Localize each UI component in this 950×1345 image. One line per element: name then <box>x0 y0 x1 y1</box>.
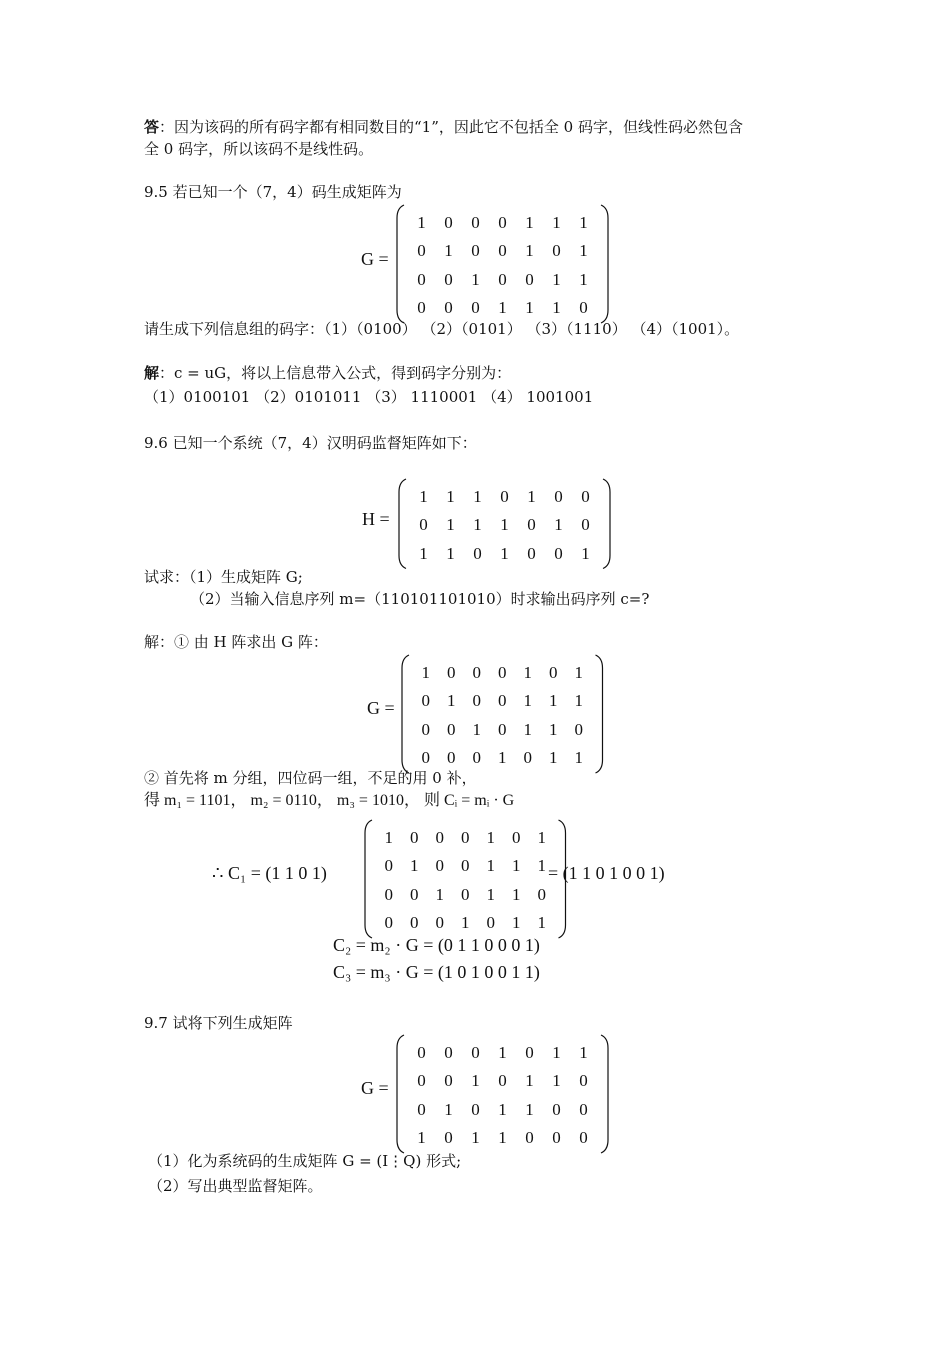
q95-solution-label: 解 <box>144 364 160 382</box>
matrix-entry: 1 <box>525 1071 534 1091</box>
matrix-entry: 0 <box>410 884 419 904</box>
matrix-entry: 0 <box>486 913 495 933</box>
matrix-entry: 0 <box>472 662 481 682</box>
q96-title: 9.6 已知一个系统（7，4）汉明码监督矩阵如下： <box>144 434 477 452</box>
matrix-entry: 1 <box>446 515 455 535</box>
matrix-entry: 0 <box>498 662 507 682</box>
matrix-entry: 0 <box>471 1099 480 1119</box>
matrix-entry: 0 <box>579 1128 588 1148</box>
matrix-entry: 0 <box>527 515 536 535</box>
matrix-entry: 0 <box>527 543 536 563</box>
matrix-entry: 1 <box>579 212 588 232</box>
q96-c1-result: = (1 1 0 1 0 0 1) <box>548 863 665 883</box>
matrix-entry: 1 <box>419 486 428 506</box>
matrix-entry: 1 <box>574 691 583 711</box>
matrix-entry: 0 <box>417 1042 426 1062</box>
matrix-entry: 0 <box>410 913 419 933</box>
q96-c1-prefix: ∴ C₁ = (1 1 0 1) <box>212 863 327 883</box>
matrix-entry: 0 <box>574 719 583 739</box>
matrix-entry: 0 <box>525 269 534 289</box>
matrix-entry: 0 <box>554 543 563 563</box>
matrix-entry: 0 <box>444 298 453 318</box>
matrix-entry: 0 <box>447 748 456 768</box>
matrix-entry: 1 <box>512 913 521 933</box>
matrix-entry: 1 <box>419 543 428 563</box>
matrix-entry: 0 <box>410 827 419 847</box>
q95-title: 9.5 若已知一个（7，4）码生成矩阵为 <box>144 183 402 201</box>
matrix-entry: 0 <box>444 1042 453 1062</box>
matrix-entry: 0 <box>447 662 456 682</box>
matrix-entry: 0 <box>384 884 393 904</box>
matrix-entry: 0 <box>417 269 426 289</box>
matrix-entry: 1 <box>552 1071 561 1091</box>
matrix-entry: 1 <box>498 748 507 768</box>
q96-g-label: G = <box>367 698 395 718</box>
matrix-entry: 0 <box>512 827 521 847</box>
matrix-entry: 0 <box>581 486 590 506</box>
matrix-entry: 0 <box>525 1042 534 1062</box>
matrix-entry: 0 <box>473 543 482 563</box>
q96-c2: C₂ = m₂ · G = (0 1 1 0 0 0 1) <box>333 935 540 955</box>
matrix-entry: 1 <box>486 884 495 904</box>
q96-c3: C₃ = m₃ · G = (1 0 1 0 0 1 1) <box>333 962 540 982</box>
matrix-entry: 1 <box>537 913 546 933</box>
matrix-entry: 1 <box>471 269 480 289</box>
matrix-entry: 0 <box>472 691 481 711</box>
matrix-entry: 1 <box>537 856 546 876</box>
answer-label: 答 <box>144 118 160 136</box>
matrix-entry: 0 <box>417 241 426 261</box>
matrix-entry: 0 <box>444 1128 453 1148</box>
matrix-entry: 1 <box>486 856 495 876</box>
matrix-entry: 1 <box>498 1099 507 1119</box>
matrix-entry: 1 <box>579 269 588 289</box>
matrix-entry: 0 <box>471 212 480 232</box>
matrix-entry: 0 <box>525 1128 534 1148</box>
matrix-entry: 0 <box>552 1099 561 1119</box>
q96-solution-2: ② 首先将 m 分组，四位码一组，不足的用 0 补， <box>144 769 477 787</box>
matrix-entry: 0 <box>537 884 546 904</box>
q97-title: 9.7 试将下列生成矩阵 <box>144 1014 293 1032</box>
matrix-entry: 1 <box>417 1128 426 1148</box>
matrix-entry: 1 <box>446 486 455 506</box>
q96-ask-1: 试求：（1）生成矩阵 G; <box>144 568 303 586</box>
matrix-entry: 1 <box>525 298 534 318</box>
matrix-entry: 1 <box>549 748 558 768</box>
matrix-entry: 0 <box>498 691 507 711</box>
matrix-entry: 0 <box>498 269 507 289</box>
q97-task-2: （2）写出典型监督矩阵。 <box>148 1177 323 1195</box>
q97-task-1: （1）化为系统码的生成矩阵 G = (I⋮Q) 形式; <box>148 1152 462 1170</box>
matrix-entry: 0 <box>498 212 507 232</box>
matrix-entry: 0 <box>417 1071 426 1091</box>
matrix-entry: 1 <box>498 298 507 318</box>
q95-solution-formula: ：c = uG，将以上信息带入公式，得到码字分别为： <box>159 364 512 382</box>
q95-matrix-label: G = <box>361 249 389 269</box>
answer-line-1: ：因为该码的所有码字都有相同数目的“1”，因此它不包括全 0 码字，但线性码必然包含 <box>159 118 743 136</box>
matrix-entry: 0 <box>384 913 393 933</box>
matrix-entry: 1 <box>500 543 509 563</box>
matrix-entry: 1 <box>473 515 482 535</box>
matrix-entry: 1 <box>579 241 588 261</box>
matrix-entry: 0 <box>472 748 481 768</box>
q96-generator-matrix <box>401 654 604 774</box>
q97-generator-matrix <box>396 1034 609 1154</box>
matrix-entry: 1 <box>537 827 546 847</box>
matrix-entry: 1 <box>549 719 558 739</box>
matrix-entry: 0 <box>417 298 426 318</box>
matrix-entry: 0 <box>444 212 453 232</box>
matrix-entry: 0 <box>447 719 456 739</box>
matrix-entry: 1 <box>471 1128 480 1148</box>
matrix-entry: 1 <box>444 241 453 261</box>
matrix-entry: 1 <box>552 1042 561 1062</box>
matrix-entry: 1 <box>410 856 419 876</box>
q96-solution-1: 解：① 由 H 阵求出 G 阵： <box>144 633 328 651</box>
matrix-entry: 1 <box>471 1071 480 1091</box>
matrix-entry: 1 <box>527 486 536 506</box>
matrix-entry: 0 <box>421 719 430 739</box>
matrix-entry: 1 <box>500 515 509 535</box>
matrix-entry: 1 <box>554 515 563 535</box>
matrix-entry: 1 <box>417 212 426 232</box>
matrix-entry: 0 <box>461 884 470 904</box>
matrix-entry: 1 <box>552 298 561 318</box>
matrix-entry: 0 <box>549 662 558 682</box>
matrix-entry: 0 <box>498 719 507 739</box>
matrix-entry: 1 <box>473 486 482 506</box>
matrix-entry: 0 <box>552 241 561 261</box>
matrix-entry: 0 <box>435 856 444 876</box>
matrix-entry: 1 <box>579 1042 588 1062</box>
matrix-entry: 1 <box>421 662 430 682</box>
matrix-entry: 0 <box>444 269 453 289</box>
matrix-entry: 1 <box>525 212 534 232</box>
q95-generator-matrix <box>396 204 609 324</box>
matrix-entry: 0 <box>579 298 588 318</box>
matrix-entry: 1 <box>549 691 558 711</box>
matrix-entry: 0 <box>554 486 563 506</box>
matrix-entry: 0 <box>417 1099 426 1119</box>
matrix-entry: 0 <box>461 856 470 876</box>
matrix-entry: 1 <box>523 719 532 739</box>
matrix-entry: 1 <box>384 827 393 847</box>
matrix-entry: 0 <box>384 856 393 876</box>
matrix-entry: 0 <box>471 1042 480 1062</box>
matrix-entry: 0 <box>421 691 430 711</box>
matrix-entry: 0 <box>444 1071 453 1091</box>
answer-line-2: 全 0 码字，所以该码不是线性码。 <box>144 140 374 158</box>
matrix-entry: 0 <box>461 827 470 847</box>
matrix-entry: 0 <box>471 298 480 318</box>
matrix-entry: 1 <box>447 691 456 711</box>
matrix-entry: 1 <box>435 884 444 904</box>
matrix-entry: 1 <box>552 212 561 232</box>
matrix-entry: 1 <box>525 241 534 261</box>
q97-g-label: G = <box>361 1078 389 1098</box>
matrix-entry: 0 <box>552 1128 561 1148</box>
matrix-entry: 1 <box>498 1042 507 1062</box>
matrix-entry: 0 <box>419 515 428 535</box>
q96-ask-2: （2）当输入信息序列 m=（110101101010）时求输出码序列 c=? <box>190 590 650 608</box>
matrix-entry: 1 <box>498 1128 507 1148</box>
matrix-entry: 0 <box>435 913 444 933</box>
matrix-entry: 0 <box>500 486 509 506</box>
q95-solution-line <box>144 364 511 382</box>
matrix-entry: 1 <box>523 662 532 682</box>
matrix-entry: 0 <box>471 241 480 261</box>
q96-parity-matrix <box>398 478 611 570</box>
matrix-entry: 1 <box>552 269 561 289</box>
q95-results: （1）0100101 （2）0101011 （3） 1110001 （4） 1001001 <box>144 388 594 406</box>
matrix-entry: 0 <box>498 241 507 261</box>
matrix-entry: 0 <box>579 1099 588 1119</box>
matrix-entry: 1 <box>525 1099 534 1119</box>
matrix-entry: 0 <box>435 827 444 847</box>
matrix-entry: 1 <box>444 1099 453 1119</box>
matrix-entry: 1 <box>446 543 455 563</box>
matrix-entry: 0 <box>421 748 430 768</box>
matrix-entry: 1 <box>523 691 532 711</box>
q96-solution-3: 得 m₁ = 1101， m₂ = 0110， m₃ = 1010， 则 Cᵢ = mᵢ · G <box>144 792 515 809</box>
matrix-entry: 0 <box>498 1071 507 1091</box>
matrix-entry: 0 <box>523 748 532 768</box>
matrix-entry: 0 <box>579 1071 588 1091</box>
answer-paragraph <box>144 118 743 136</box>
matrix-entry: 1 <box>472 719 481 739</box>
matrix-entry: 1 <box>574 748 583 768</box>
q95-prompt: 请生成下列信息组的码字：（1）（0100） （2）（0101） （3）（1110） （4）（1001）。 <box>144 320 740 338</box>
matrix-entry: 1 <box>486 827 495 847</box>
matrix-entry: 1 <box>512 884 521 904</box>
matrix-entry: 1 <box>461 913 470 933</box>
q96-c1-matrix <box>364 819 567 939</box>
q96-h-label: H = <box>362 509 390 529</box>
matrix-entry: 1 <box>512 856 521 876</box>
matrix-entry: 0 <box>581 515 590 535</box>
matrix-entry: 1 <box>581 543 590 563</box>
matrix-entry: 1 <box>574 662 583 682</box>
